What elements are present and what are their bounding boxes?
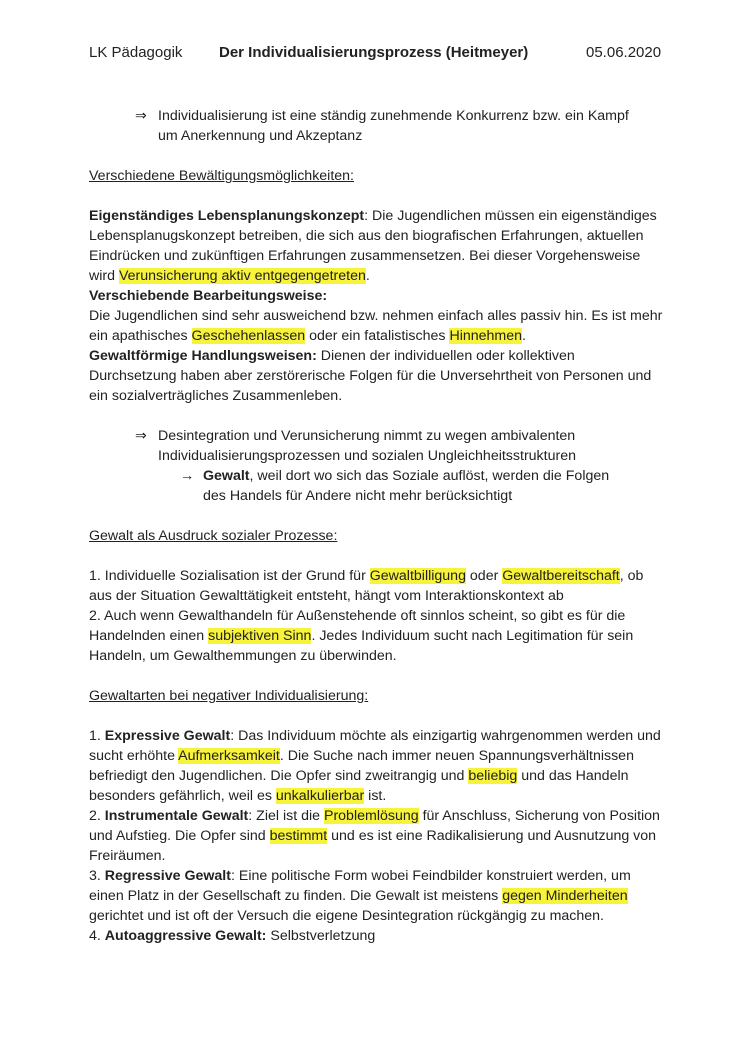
list-item-regressive: 3. Regressive Gewalt: Eine politische Form wobei Feindbilder konstruiert werden, um einen Platz in der Gesellschaft zu finden. Die Gewalt ist meistens gegen Minderheiten gerichtet und ist oft der Versuch die eigene Desintegration rückgängig zu machen. xyxy=(89,868,631,924)
header-course: LK Pädagogik xyxy=(89,44,183,61)
term-regressive: Regressive Gewalt xyxy=(104,868,231,884)
term-autoaggressive: Autoaggressive Gewalt: xyxy=(104,928,267,944)
list-item-autoaggressive: 4. Autoaggressive Gewalt: Selbstverletzung xyxy=(89,928,376,944)
highlight-aufmerksamkeit: Aufmerksamkeit xyxy=(178,748,280,764)
header-title: Der Individualisierungsprozess (Heitmeyer) xyxy=(219,44,529,61)
highlight-problemloesung: Problemlösung xyxy=(323,808,419,824)
paragraph-lebensplanung: Eigenständiges Lebensplanungskonzept: Die Jugendlichen müssen ein eigenständiges Lebensplanugskonzept betreiben, die sich aus den biografischen Erfahrungen, aktuellen Eindrücken und zukünftigen Erfahrungen zusammensetzen. Bei dieser Vorgehensweise wird Verunsicherung aktiv entgegengetreten. xyxy=(89,208,657,284)
paragraph-verschiebende: Die Jugendlichen sind sehr ausweichend bzw. nehmen einfach alles passiv hin. Es ist mehr ein apathisches Geschehenlassen oder ein fatalistisches Hinnehmen. xyxy=(89,308,663,344)
highlight-geschehenlassen: Geschehenlassen xyxy=(191,328,306,344)
list-item-expressive: 1. Expressive Gewalt: Das Individuum möchte als einzigartig wahrgenommen werden und sucht erhöhte Aufmerksamkeit. Die Suche nach immer neuen Spannungsverhältnissen befriedigt den Jugendlichen. Die Opfer sind zweitrangig und beliebig und das Handeln besonders gefährlich, weil es unkalkulierbar ist. xyxy=(89,728,661,804)
highlight-hinnehmen: Hinnehmen xyxy=(449,328,523,344)
list-item-sinn: 2. Auch wenn Gewalthandeln für Außenstehende oft sinnlos scheint, so gibt es für die Handelnden einen subjektiven Sinn. Jedes Individuum sucht nach Legitimation für sein Handeln, um Gewalthemmungen zu überwinden. xyxy=(89,608,634,664)
conclusion-desintegration xyxy=(89,426,663,466)
intro-line-1: Individualisierung ist eine ständig zunehmende Konkurrenz bzw. ein Kampf xyxy=(158,108,629,124)
conclusion-gewalt-line-2: des Handels für Andere nicht mehr berücksichtigt xyxy=(203,488,513,504)
conclusion-line-1: Desintegration und Verunsicherung nimmt zu wegen ambivalenten xyxy=(158,428,576,444)
term-expressive: Expressive Gewalt xyxy=(104,728,231,744)
term-gewaltfoermig: Gewaltförmige Handlungsweisen: xyxy=(89,348,317,364)
term-instrumentale: Instrumentale Gewalt xyxy=(104,808,249,824)
double-arrow-icon: ⇒ xyxy=(135,428,147,444)
arrow-right-icon: → xyxy=(180,468,195,484)
highlight-bestimmt: bestimmt xyxy=(269,828,328,844)
highlight-subjektiver-sinn: subjektiven Sinn xyxy=(208,628,312,644)
list-item-instrumentale: 2. Instrumentale Gewalt: Ziel ist die Problemlösung für Anschluss, Sicherung von Position und Aufstieg. Die Opfer sind bestimmt und es ist eine Radikalisierung und Ausnutzung von Freiräumen. xyxy=(89,808,660,864)
highlight-unkalkulierbar: unkalkulierbar xyxy=(275,788,365,804)
section-heading-social: Gewalt als Ausdruck sozialer Prozesse: xyxy=(89,528,338,544)
intro-conclusion xyxy=(89,106,663,146)
term-verschiebende: Verschiebende Bearbeitungsweise: xyxy=(89,288,328,304)
conclusion-gewalt-line-1: Gewalt, weil dort wo sich das Soziale auflöst, werden die Folgen xyxy=(203,468,610,484)
paragraph-gewaltfoermig: Gewaltförmige Handlungsweisen: Dienen der individuellen oder kollektiven Durchsetzung haben aber zerstörerische Folgen für die Unversehrtheit von Personen und ein sozialverträgliches Zusammenleben. xyxy=(89,348,652,404)
highlight-gewaltbereitschaft: Gewaltbereitschaft xyxy=(502,568,620,584)
section-heading-coping: Verschiedene Bewältigungsmöglichkeiten: xyxy=(89,168,354,184)
highlight-gegen-minderheiten: gegen Minderheiten xyxy=(502,888,628,904)
intro-line-2: um Anerkennung und Akzeptanz xyxy=(158,128,363,144)
term-lebensplanung: Eigenständiges Lebensplanungskonzept xyxy=(89,208,365,224)
double-arrow-icon: ⇒ xyxy=(135,108,147,124)
highlight-beliebig: beliebig xyxy=(468,768,518,784)
list-item-sozialisation: 1. Individuelle Sozialisation ist der Grund für Gewaltbilligung oder Gewaltbereitschaft, ob aus der Situation Gewalttätigkeit entsteht, hängt vom Interaktionskontext ab xyxy=(89,568,644,604)
section-heading-gewaltarten: Gewaltarten bei negativer Individualisierung: xyxy=(89,688,369,704)
highlight-verunsicherung: Verunsicherung aktiv entgegengetreten xyxy=(118,268,366,284)
header-date: 05.06.2020 xyxy=(586,44,662,61)
conclusion-line-2: Individualisierungsprozessen und sozialen Ungleichheitsstrukturen xyxy=(158,448,576,464)
document-body xyxy=(89,106,663,946)
conclusion-gewalt xyxy=(89,466,663,506)
highlight-gewaltbilligung: Gewaltbilligung xyxy=(369,568,466,584)
